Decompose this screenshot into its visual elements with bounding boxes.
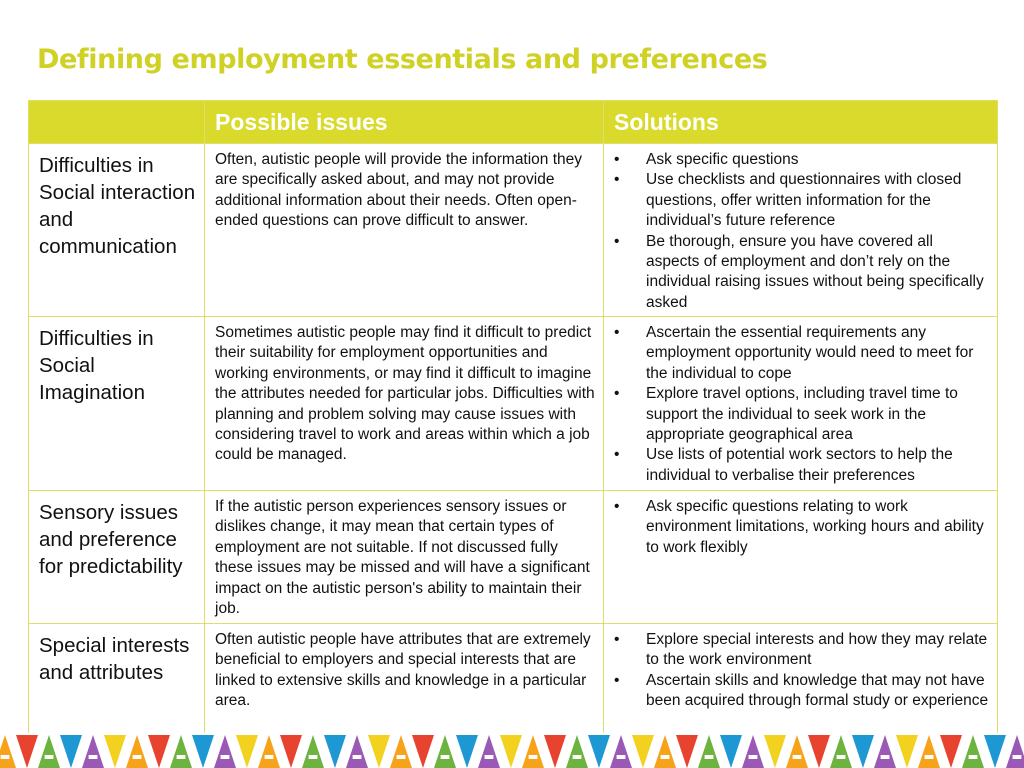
- footer-triangle-crossbar: [397, 755, 406, 759]
- footer-triangle-crossbar: [1, 755, 10, 759]
- row-issue: Sometimes autistic people may find it difficult to predict their suitability for employment opportunities and working environments, or may find it difficult to imagine the attributes needed for particular jobs. Difficulties with planning and problem solving may cause issues with considering travel to work and areas within which a job could be managed.: [205, 317, 604, 491]
- table-row: [29, 491, 998, 624]
- row-issue: Often, autistic people will provide the information they are specifically asked about, and may not provide additional information about their needs. Often open-ended questions can prove difficult to answer.: [205, 144, 604, 317]
- footer-triangle-crossbar: [705, 755, 714, 759]
- footer-triangle-crossbar: [573, 755, 582, 759]
- bullet-icon: •: [614, 385, 620, 403]
- table-row: [29, 144, 998, 317]
- footer-triangle-crossbar: [837, 755, 846, 759]
- solution-item: • Be thorough, ensure you have covered all aspects of employment and don’t rely on the individual raising issues without being specifically asked: [614, 232, 984, 311]
- footer-triangle-crossbar: [617, 755, 626, 759]
- header-category: [29, 101, 205, 144]
- bullet-icon: •: [614, 151, 620, 168]
- header-solutions: Solutions: [604, 101, 998, 144]
- footer-triangle-crossbar: [881, 755, 890, 759]
- row-category: Special interests and attributes: [29, 624, 205, 738]
- solution-item: • Use checklists and questionnaires with closed questions, offer written information for the individual’s future reference: [614, 171, 962, 230]
- footer-triangle-crossbar: [221, 755, 230, 759]
- row-issue: Often autistic people have attributes that are extremely beneficial to employers and special interests that are linked to extensive skills and knowledge in a particular area.: [205, 624, 604, 738]
- footer-triangle-crossbar: [265, 755, 274, 759]
- solution-item: • Ask specific questions: [614, 150, 989, 170]
- footer-triangle-crossbar: [485, 755, 494, 759]
- footer-triangle-crossbar: [45, 755, 54, 759]
- footer-triangle-crossbar: [89, 755, 98, 759]
- row-issue: If the autistic person experiences sensory issues or dislikes change, it may mean that certain types of employment are not suitable. If not discussed fully these issues may be missed and will have a significant impact on the autistic person's ability to maintain their job.: [205, 491, 604, 624]
- bullet-icon: •: [614, 631, 620, 648]
- footer-triangle-crossbar: [969, 755, 978, 759]
- footer-triangle-crossbar: [133, 755, 142, 759]
- bullet-icon: •: [614, 498, 620, 515]
- solution-item: • Explore travel options, including travel time to support the individual to seek work in the appropriate geographical area: [614, 385, 958, 444]
- footer-triangle-crossbar: [353, 755, 362, 759]
- row-category: Sensory issues and preference for predictability: [29, 491, 205, 624]
- header-possible-issues: Possible issues: [205, 101, 604, 144]
- row-solutions: [604, 491, 998, 624]
- table-header-row: [29, 101, 998, 144]
- footer-triangle-crossbar: [925, 755, 934, 759]
- solution-item: • Explore special interests and how they may relate to the work environment: [614, 631, 988, 669]
- footer-triangle-crossbar: [1013, 755, 1022, 759]
- footer-triangle-crossbar: [441, 755, 450, 759]
- bullet-icon: •: [614, 324, 620, 341]
- footer-triangle-crossbar: [529, 755, 538, 759]
- solution-item: • Ask specific questions relating to work environment limitations, working hours and ability to work flexibly: [614, 498, 984, 556]
- row-category: Difficulties in Social Imagination: [29, 317, 205, 491]
- row-solutions: [604, 317, 998, 491]
- footer-triangle-crossbar: [177, 755, 186, 759]
- solution-item: • Ascertain the essential requirements any employment opportunity would need to meet for the individual to cope: [614, 324, 974, 382]
- footer-triangle-crossbar: [793, 755, 802, 759]
- solution-item: • Use lists of potential work sectors to help the individual to verbalise their preferences: [614, 446, 953, 484]
- footer-triangle-crossbar: [749, 755, 758, 759]
- solution-item: • Ascertain skills and knowledge that may not have been acquired through formal study or experience: [614, 671, 989, 710]
- row-category: Difficulties in Social interaction and communication: [29, 144, 205, 317]
- decorative-footer-banner: [0, 733, 1024, 768]
- slide-title: Defining employment essentials and preferences: [37, 44, 768, 75]
- row-solutions: [604, 144, 998, 317]
- table-row: [29, 624, 998, 738]
- table-row: [29, 317, 998, 491]
- row-solutions: [604, 624, 998, 738]
- employment-table: [28, 100, 998, 738]
- bullet-icon: •: [614, 446, 620, 464]
- footer-triangle-crossbar: [309, 755, 318, 759]
- bullet-icon: •: [614, 671, 620, 689]
- bullet-icon: •: [614, 232, 620, 250]
- footer-triangle-crossbar: [661, 755, 670, 759]
- bullet-icon: •: [614, 171, 620, 189]
